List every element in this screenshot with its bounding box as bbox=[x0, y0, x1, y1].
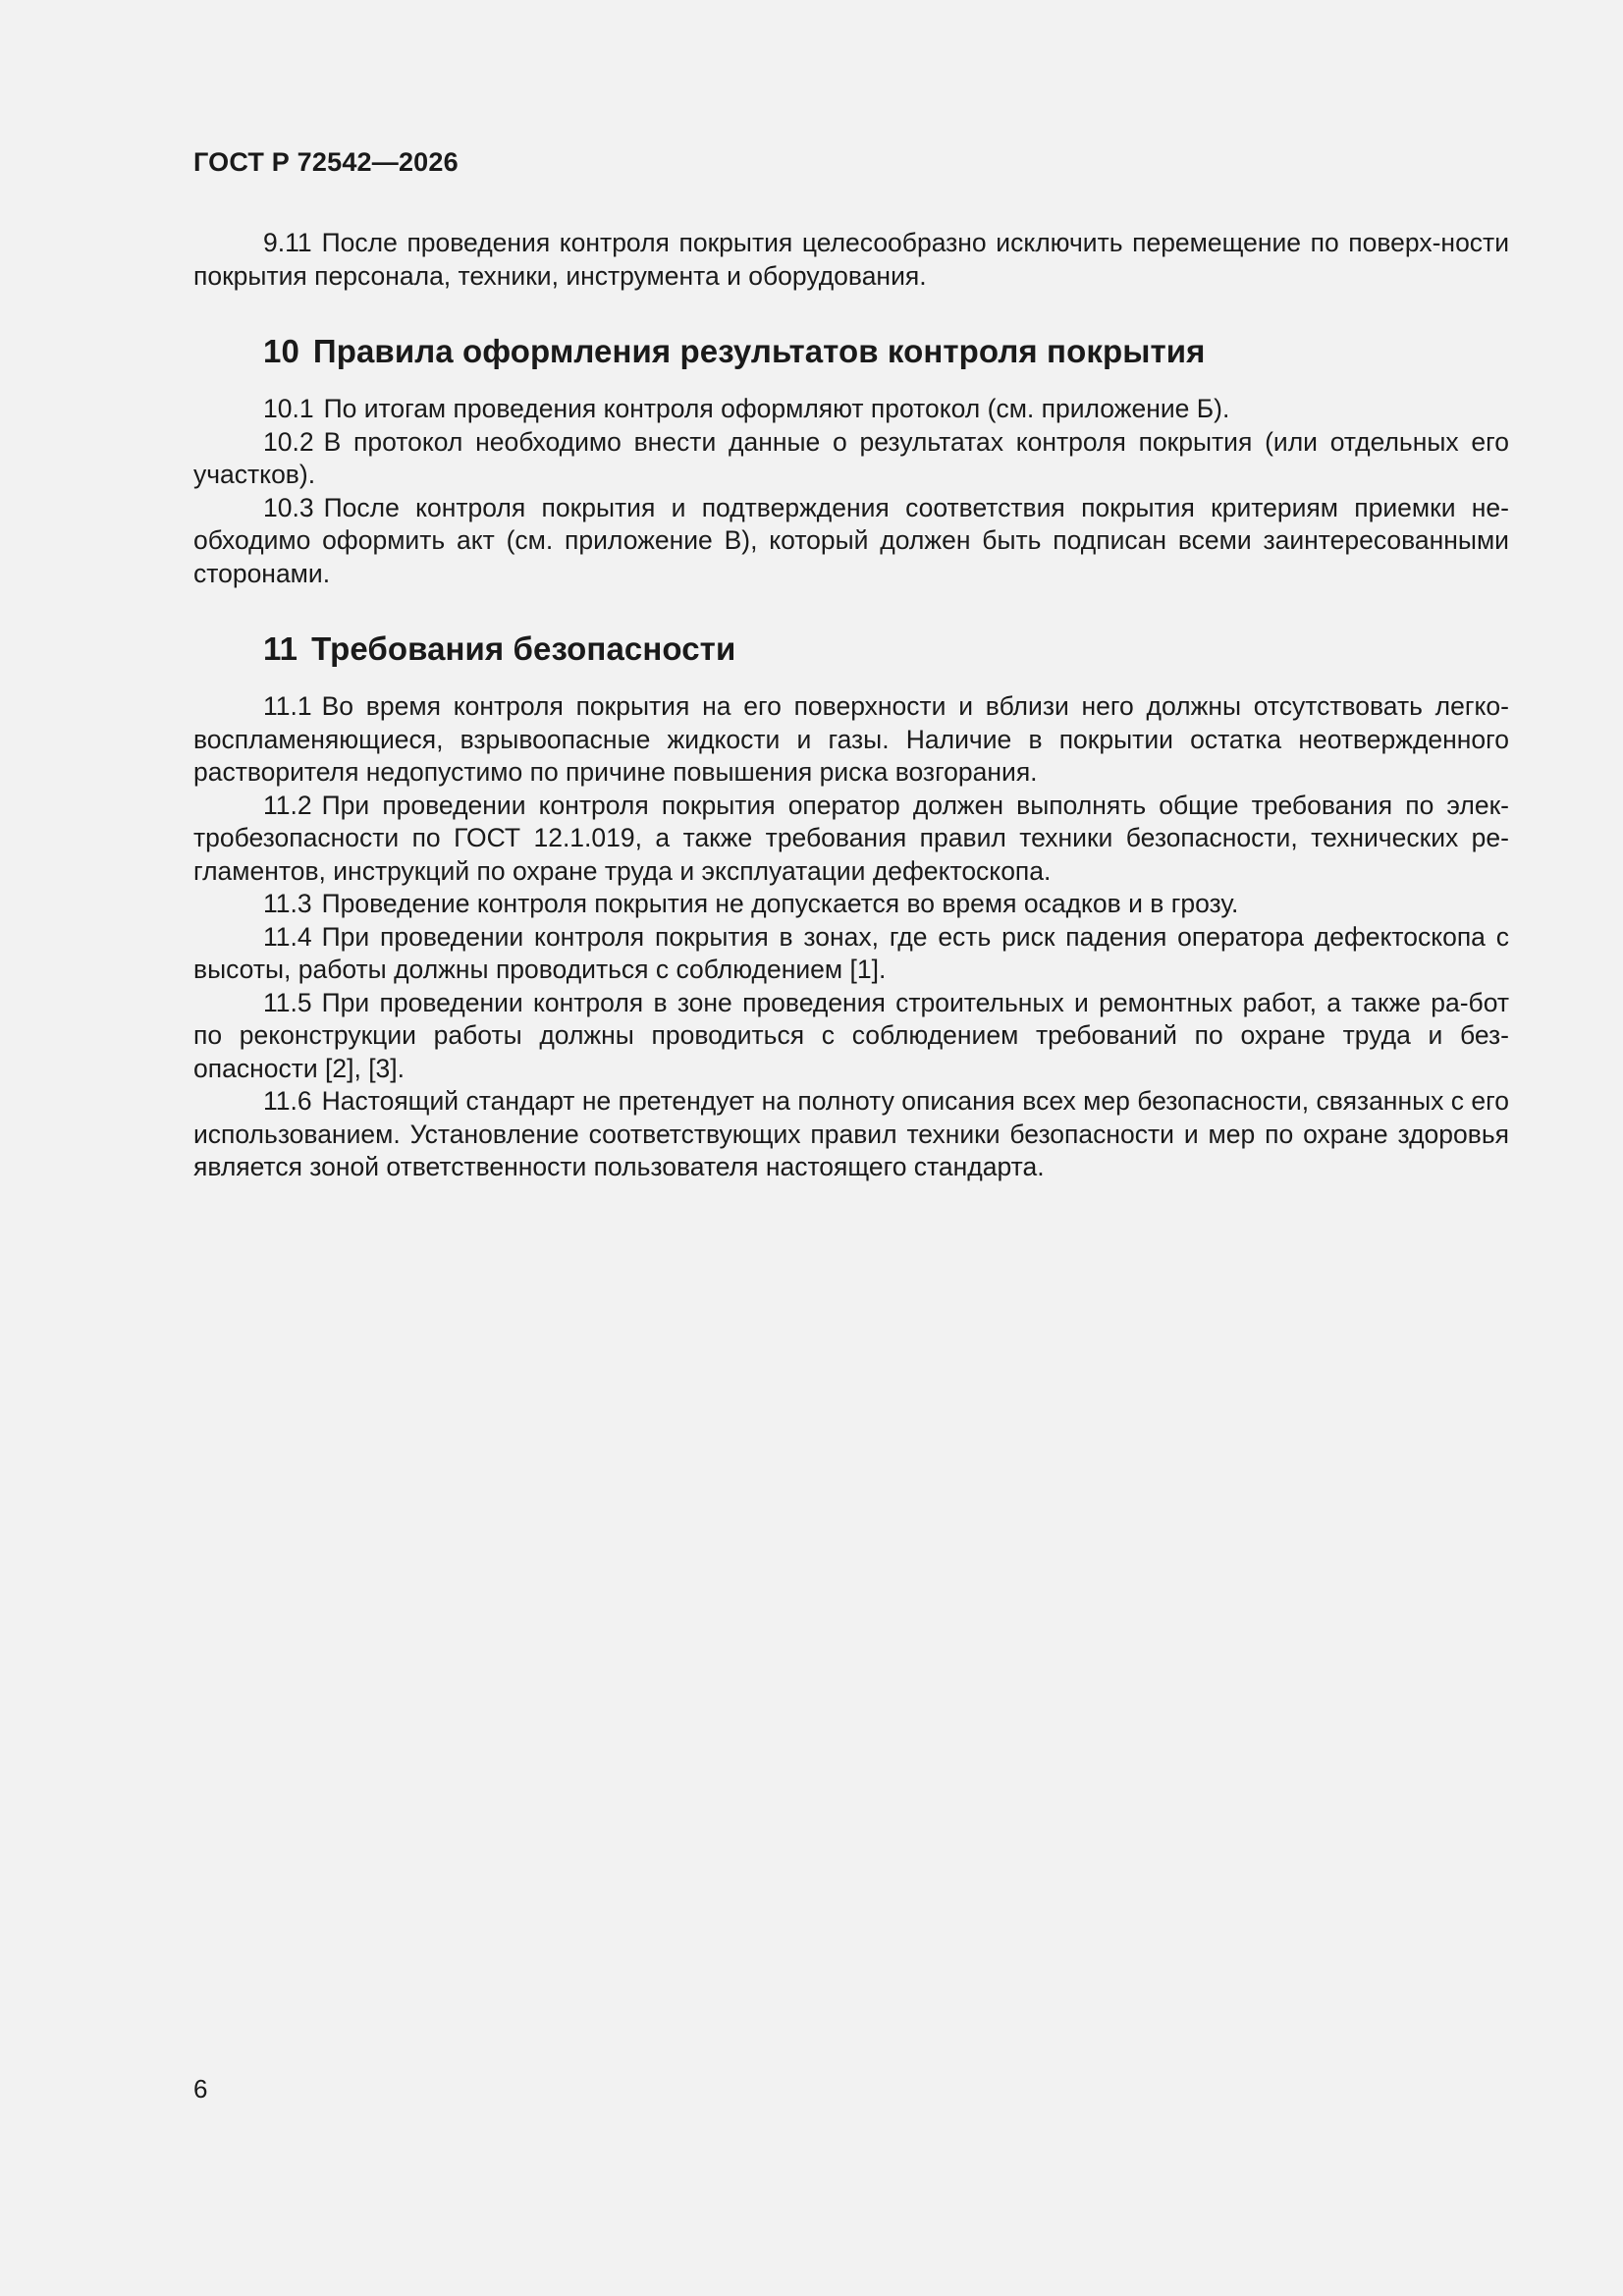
page-number: 6 bbox=[193, 2074, 208, 2104]
paragraph-11-4 bbox=[193, 921, 1509, 987]
paragraph-text: Настоящий стандарт не претендует на полноту описания всех мер безопасности, связанных с его использованием. Установление соответствующих правил техники безопасности и мер по охране здоровья является зоной ответственности пользователя настоящего стандарта. bbox=[193, 1086, 1509, 1181]
section-11-heading bbox=[263, 630, 735, 668]
paragraph-number: 11.3 bbox=[263, 889, 312, 918]
section-number: 10 bbox=[263, 333, 299, 369]
paragraph-number: 11.5 bbox=[263, 987, 312, 1017]
section-title: Требования безопасности bbox=[311, 630, 736, 667]
paragraph-11-6 bbox=[193, 1085, 1509, 1184]
paragraph-number: 9.11 bbox=[263, 228, 312, 257]
paragraph-10-2 bbox=[193, 426, 1509, 492]
paragraph-10-3 bbox=[193, 492, 1509, 591]
paragraph-11-1 bbox=[193, 690, 1509, 790]
paragraph-11-2 bbox=[193, 790, 1509, 889]
paragraph-11-3 bbox=[193, 888, 1509, 921]
paragraph-text: При проведении контроля покрытия оператор должен выполнять общие требования по элек-тробезопасности по ГОСТ 12.1.019, а также требования правил техники безопасности, технических ре-гламентов, инструкций по охране труда и эксплуатации дефектоскопа. bbox=[193, 790, 1509, 886]
section-11-body bbox=[193, 690, 1509, 1184]
paragraph-10-1 bbox=[193, 393, 1509, 426]
paragraph-text: После проведения контроля покрытия целесообразно исключить перемещение по поверх-ности покрытия персонала, техники, инструмента и оборудования. bbox=[193, 228, 1509, 291]
paragraph-text: В протокол необходимо внести данные о результатах контроля покрытия (или отдельных его участков). bbox=[193, 426, 1509, 489]
section-10-body bbox=[193, 393, 1509, 590]
paragraph-number: 11.1 bbox=[263, 691, 312, 721]
paragraph-text: Во время контроля покрытия на его поверхности и вблизи него должны отсутствовать легко-воспламеняющиеся, взрывоопасные жидкости и газы. Наличие в покрытии остатка неотвержденного растворителя недопустимо по причине повышения риска возгорания. bbox=[193, 691, 1509, 787]
paragraph-number: 11.4 bbox=[263, 921, 312, 952]
paragraph-text: Проведение контроля покрытия не допускается во время осадков и в грозу. bbox=[321, 889, 1239, 918]
paragraph-number: 10.2 bbox=[263, 426, 314, 457]
paragraph-number: 11.2 bbox=[263, 790, 312, 820]
section-10-heading bbox=[263, 333, 1205, 370]
section-9-tail bbox=[193, 227, 1509, 293]
paragraph-text: При проведении контроля в зоне проведения строительных и ремонтных работ, а также ра-бот по реконструкции работы должны проводиться с соблюдением требований по охране труда и без-опасности [2], [3]. bbox=[193, 987, 1509, 1083]
document-id: ГОСТ Р 72542—2026 bbox=[193, 147, 459, 177]
section-title: Правила оформления результатов контроля покрытия bbox=[312, 333, 1206, 369]
paragraph-11-5 bbox=[193, 987, 1509, 1086]
paragraph-text: При проведении контроля покрытия в зонах, где есть риск падения оператора дефектоскопа с высоты, работы должны проводиться с соблюдением [1]. bbox=[193, 921, 1509, 984]
paragraph-number: 11.6 bbox=[263, 1086, 312, 1116]
paragraph-text: После контроля покрытия и подтверждения соответствия покрытия критериям приемки не-обходимо оформить акт (см. приложение В), который должен быть подписан всеми заинтересованными сторонами. bbox=[193, 492, 1509, 588]
paragraph-number: 10.3 bbox=[263, 492, 314, 522]
paragraph-text: По итогам проведения контроля оформляют протокол (см. приложение Б). bbox=[323, 394, 1230, 423]
paragraph-9-11 bbox=[193, 227, 1509, 293]
paragraph-number: 10.1 bbox=[263, 394, 314, 423]
section-number: 11 bbox=[263, 630, 298, 667]
